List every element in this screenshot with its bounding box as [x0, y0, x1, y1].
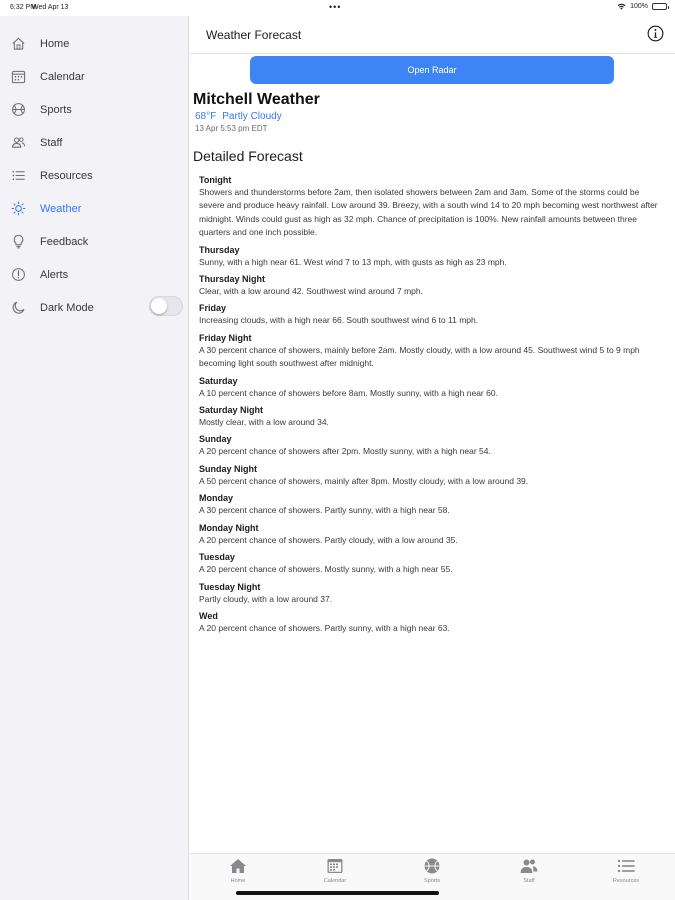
sports-ball-icon [11, 102, 26, 117]
updated-time: 13 Apr 5:53 pm EDT [195, 124, 268, 133]
forecast-period [199, 332, 664, 371]
period-description: A 10 percent chance of showers before 8am. Mostly sunny, with a high near 60. [199, 387, 498, 398]
sidebar-item-label: Alerts [40, 269, 69, 281]
sidebar-item-weather[interactable] [0, 193, 189, 225]
forecast-period [199, 522, 664, 547]
forecast-period [199, 610, 664, 635]
tab-label: Calendar [323, 878, 347, 884]
battery-percent: 100% [630, 3, 648, 10]
period-name: Sunday [199, 434, 232, 445]
forecast-period [199, 581, 664, 606]
period-description: Showers and thunderstorms before 2am, then isolated showers between 2am and 3am. Some of the storms could be severe and produce heavy rainfall. Low around 39. Breezy, with a south wind 14 to 20 mph becoming west northwest after midnight. Winds could gust as high as 32 mph. Chance of precipitation is 100%. New rainfall amounts between three quarters and one inch possible. [199, 187, 658, 238]
lightbulb-icon [11, 234, 26, 249]
dark-mode-toggle[interactable] [149, 296, 183, 316]
sidebar-item-staff[interactable] [0, 127, 189, 159]
moon-icon [11, 300, 26, 315]
page-title: Weather Forecast [206, 28, 302, 42]
forecast-period [199, 375, 664, 400]
period-description: Clear, with a low around 42. Southwest wind around 7 mph. [199, 286, 423, 297]
period-description: A 30 percent chance of showers. Partly sunny, with a high near 58. [199, 505, 450, 516]
forecast-period [199, 244, 664, 269]
period-description: Increasing clouds, with a high near 66. South southwest wind 6 to 11 mph. [199, 315, 479, 326]
period-name: Thursday Night [199, 274, 266, 285]
open-radar-button[interactable]: Open Radar [250, 56, 614, 84]
period-description: Partly cloudy, with a low around 37. [199, 593, 333, 604]
tab-calendar[interactable] [305, 858, 365, 894]
period-description: A 20 percent chance of showers. Partly sunny, with a high near 63. [199, 622, 450, 633]
sidebar-item-label: Resources [40, 170, 93, 182]
period-description: A 50 percent chance of showers, mainly after 8pm. Mostly cloudy, with a low around 39. [199, 475, 529, 486]
period-name: Tonight [199, 175, 232, 185]
period-description: A 20 percent chance of showers. Mostly sunny, with a high near 55. [199, 564, 453, 575]
sun-icon [11, 201, 26, 216]
sidebar-item-label: Calendar [40, 71, 85, 83]
tab-resources[interactable] [596, 858, 656, 894]
tab-label: Resources [612, 878, 640, 884]
forecast-period [199, 463, 664, 488]
current-temperature: 68°F [195, 111, 217, 122]
status-date: Wed Apr 13 [32, 4, 69, 11]
toggle-knob [151, 298, 167, 314]
header-divider [190, 53, 675, 54]
period-name: Saturday Night [199, 405, 264, 416]
forecast-period [199, 404, 664, 429]
tab-label: Sports [424, 878, 440, 884]
tab-sports[interactable] [402, 858, 462, 894]
battery-icon [652, 3, 667, 10]
period-description: A 20 percent chance of showers after 2pm. Mostly sunny, with a high near 54. [199, 446, 491, 457]
forecast-period [199, 433, 664, 458]
period-name: Tuesday [199, 552, 235, 563]
sidebar-item-alerts[interactable] [0, 259, 189, 291]
list-icon [11, 168, 26, 183]
tab-label: Home [230, 878, 246, 884]
period-name: Sunday Night [199, 463, 257, 474]
period-name: Friday [199, 303, 227, 314]
alert-icon [11, 267, 26, 282]
multitasking-dots-icon[interactable]: ••• [329, 2, 342, 12]
period-description: Sunny, with a high near 61. West wind 7 to 13 mph, with gusts as high as 23 mph. [199, 256, 507, 267]
period-description: Mostly clear, with a low around 34. [199, 417, 329, 428]
forecast-period [199, 174, 664, 240]
sports-ball-icon [423, 858, 441, 874]
detailed-forecast-title: Detailed Forecast [193, 148, 303, 164]
sidebar-item-label: Staff [40, 137, 63, 149]
info-icon[interactable] [647, 25, 664, 42]
forecast-period [199, 492, 664, 517]
status-time: 6:32 PM [10, 4, 37, 11]
sidebar-item-label: Dark Mode [40, 302, 94, 314]
sidebar-item-sports[interactable] [0, 94, 189, 126]
sidebar-item-home[interactable] [0, 28, 189, 60]
staff-icon [11, 135, 26, 150]
period-name: Monday [199, 493, 234, 504]
forecast-period [199, 551, 664, 576]
calendar-icon [11, 69, 26, 84]
period-description: A 30 percent chance of showers, mainly before 2am. Mostly cloudy, with a low around 45. Southwest wind 5 to 9 mph becoming light south southwest after midnight. [199, 344, 640, 369]
sidebar-item-resources[interactable] [0, 160, 189, 192]
home-icon [11, 36, 26, 51]
sidebar-item-label: Weather [40, 203, 82, 215]
location-title: Mitchell Weather [193, 91, 320, 108]
forecast-list [199, 174, 664, 639]
period-name: Friday Night [199, 332, 252, 343]
forecast-period [199, 273, 664, 298]
current-condition: Partly Cloudy [222, 111, 282, 122]
sidebar-item-label: Home [40, 38, 70, 50]
status-bar [0, 0, 675, 16]
staff-icon [520, 858, 538, 874]
sidebar-item-label: Feedback [40, 236, 89, 248]
sidebar-item-calendar[interactable] [0, 61, 189, 93]
tab-label: Staff [523, 878, 535, 884]
sidebar-item-feedback[interactable] [0, 226, 189, 258]
period-name: Saturday [199, 375, 238, 386]
period-name: Wed [199, 610, 218, 621]
current-conditions [195, 111, 282, 122]
period-name: Monday Night [199, 522, 259, 533]
calendar-icon [326, 858, 344, 874]
tab-home[interactable] [208, 858, 268, 894]
forecast-period [199, 302, 664, 327]
wifi-icon [617, 3, 626, 10]
tab-staff[interactable] [499, 858, 559, 894]
period-name: Tuesday Night [199, 581, 261, 592]
home-indicator[interactable] [236, 891, 439, 895]
period-name: Thursday [199, 244, 240, 255]
list-icon [617, 858, 635, 874]
period-description: A 20 percent chance of showers. Partly cloudy, with a low around 35. [199, 534, 458, 545]
sidebar [0, 16, 189, 900]
main-content [190, 16, 675, 900]
sidebar-item-label: Sports [40, 104, 72, 116]
home-icon [229, 858, 247, 874]
